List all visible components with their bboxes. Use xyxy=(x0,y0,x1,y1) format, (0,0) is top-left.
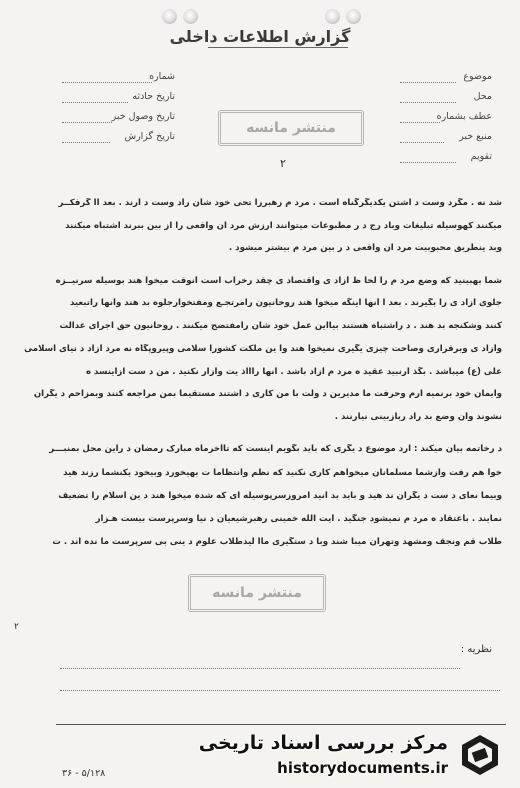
field-line xyxy=(400,82,456,83)
field-label-calendar: تقویم xyxy=(470,151,492,162)
field-line xyxy=(400,162,456,163)
body-line: وبیما نعای د ست د یگران ند هید و باید بد انید امروزسرپوسیله ای که شده میخوا هند د ین اسلام را تضعیف xyxy=(58,491,502,501)
body-line: شد نه . مگرد وست د اشتن یکدیگرگناه است . مرد م رهبررا تحی خود شان راد وست د ارند . بعد اًا گرفکــر xyxy=(58,198,502,208)
page-marker: ۲ xyxy=(14,622,19,632)
field-line xyxy=(62,102,128,103)
body-line: شما بهبینید که وضع مرد م را لحا ظ آزاد ی واقتصاد ی چقد رخراب است آنوقت میخوا هند بوسیله سرنیــزه xyxy=(55,276,502,286)
opinion-line xyxy=(60,668,460,669)
watermark-url: historydocuments.ir xyxy=(277,759,448,777)
punch-hole xyxy=(346,9,361,24)
body-line: وبد ینطریق محبوبیت مرد ان واقعی د ر بین مرد م بیشتر میشود . xyxy=(228,243,502,253)
field-line xyxy=(400,142,444,143)
field-line xyxy=(62,122,112,123)
field-label-report-date: تاریخ گزارش xyxy=(124,131,175,142)
body-line: خوا هم رفت وازشما مسلمانان میخواهم کاری نکنید که نظم وانتظاما ت بهیخورد وبیخود یکنشما رزند هید xyxy=(63,468,502,478)
field-line xyxy=(62,82,152,83)
field-line xyxy=(400,102,456,103)
body-line: جلوی آزاد ی را بگیرند . بعد اً آنها اینگه میخوا هند روحانیون رامرتجـع ومفتخوارجلوه بد هند وآنها راتبعید xyxy=(69,298,502,308)
field-label-source: منبع خبر xyxy=(459,131,492,142)
title-underline xyxy=(208,47,348,48)
body-line: کنند وشکنجه بد هند . د راشتباه هستند بیااین عمل خود شان رامفتضح میکنند . روحانیون حق اجرای عدالت xyxy=(59,321,502,331)
body-line: طلاب قم ونجف ومشهد وتهران میبا شند وبا د ستگیری ماآ لیدطلاب علوم د ینی بی سرپرست ما نده اند . ت xyxy=(52,537,502,547)
punch-hole xyxy=(325,9,340,24)
publication-stamp: منتشر مانسه xyxy=(188,574,326,612)
body-line: نمایند . باعتقاد ه مرد م نمیشود جنگید . آیت الله خمینی رهبرشیعیان د نیا وسرپرست بیست هـزار xyxy=(95,514,502,524)
field-label-subject: موضوع xyxy=(463,71,492,82)
document-number: ۳۶ - ۵/۱۲۸ xyxy=(62,768,106,779)
body-line: نشوند وآن وضع بد راد ربازبینی نیارنند . xyxy=(334,412,502,422)
field-label-place: محل xyxy=(473,91,492,102)
page-number: ۲ xyxy=(280,157,286,170)
field-line xyxy=(400,122,440,123)
archive-logo-icon xyxy=(458,733,502,777)
field-line xyxy=(62,142,110,143)
body-line: وایمان خود برنمیه ارم وحرفت ما مدیرین د ولت با من کاری د اشتند مستقیما بمن مراجعه کنند وبمزاحم د یگران xyxy=(33,389,502,399)
field-label-number: شماره xyxy=(149,71,175,82)
field-label-receipt-date: تاریخ وصول خبر xyxy=(111,111,175,122)
field-label-incident-date: تاریخ حادثه xyxy=(132,91,175,102)
field-label-reference: عطف بشماره xyxy=(436,111,492,122)
opinion-line xyxy=(60,690,500,691)
footer-divider xyxy=(56,724,506,725)
body-line: د رخاتمه بیان میکند : ارد موضوع د یگری که باید بگویم اینست که تاآخرماه مبارک رمضان د راین محل بمنبـــر xyxy=(49,444,502,454)
body-line: وآزاد ی وبرقراری وصاحت چیزی یگیری نمیخوا هند وا ین ملکت کشورا سلامی وپیروپگاه نه مرد آزاد د نیای اسلامی xyxy=(24,344,502,354)
punch-hole xyxy=(183,9,198,24)
body-line: میکنند کهوسیله تبلیغات وباد رج د ر مطبوعات میتوانند ارزش مرد ان واقعی را از بین ببرند اشتباه میکنند xyxy=(65,221,502,231)
report-title: گزارش اطلاعات داخلی xyxy=(169,27,351,46)
publication-stamp: منتشر مانسه xyxy=(218,110,364,146)
body-line: علی (ع) میباشد . بگذ ارنبید عقید ه مرد م آزاد باشد . آنها راااذ یت وآزار نکنید . من د ست ازاینسد ه xyxy=(85,367,502,377)
watermark-title: مرکز بررسی اسناد تاریخی xyxy=(198,732,448,754)
punch-hole xyxy=(162,9,177,24)
opinion-label: نظریه : xyxy=(460,644,492,655)
